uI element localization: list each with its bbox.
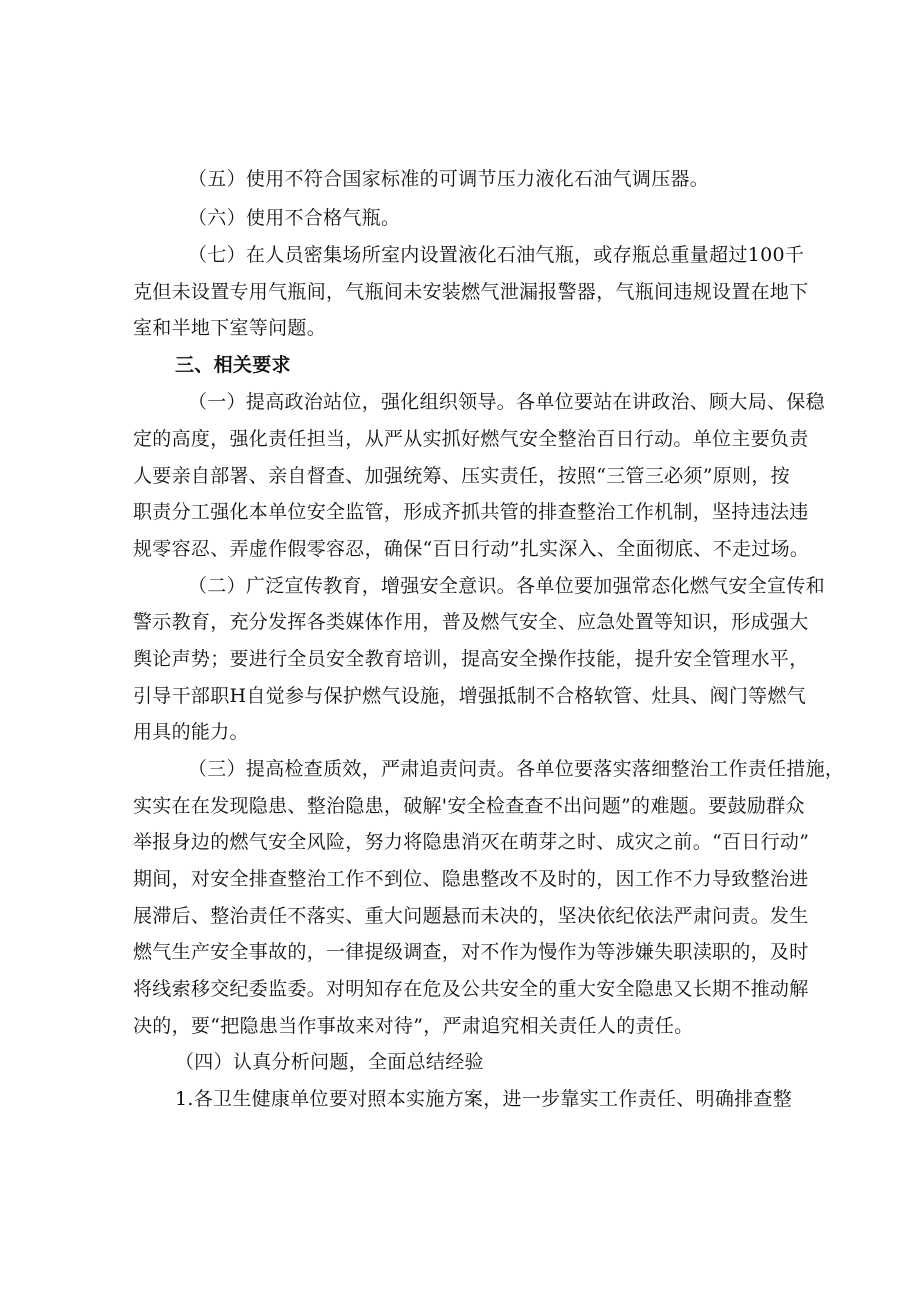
req-three-line-3: 举报身边的燃气安全风险，努力将隐患消灭在萌芽之时、成灾之前。“百日行动” [133,831,810,853]
req-two-line-5: 用具的能力。 [133,721,249,743]
req-one-line-1: （一）提高政治站位，强化组织领导。各单位要站在讲政治、顾大局、保稳 [188,391,825,413]
req-three-line-7: 将线索移交纪委监委。对明知存在危及公共安全的重大安全隐患又长期不推动解 [133,978,809,1000]
section-heading-requirements: 三、相关要求 [175,354,291,376]
req-one-line-3: 人要亲自部署、亲自督查、加强统筹、压实责任，按照“三管三必须”原则，按 [133,465,790,487]
req-two-line-3: 舆论声势；要进行全员安全教育培训，提高安全操作技能，提升安全管理水平， [133,648,809,670]
req-four-item-one: 1.各卫生健康单位要对照本实施方案，进一步靠实工作责任、明确排查整 [175,1088,793,1110]
req-one-line-5: 规零容忍、弄虚作假零容忍，确保“百日行动”扎实深入、全面彻底、不走过场。 [133,538,810,560]
item-seven-line-3: 室和半地下室等问题。 [133,317,327,339]
item-seven-line-1: （七）在人员密集场所室内设置液化石油气瓶，或存瓶总重量超过100千 [188,244,805,266]
req-three-line-2: 实实在在发现隐患、整治隐患，破解'安全检查查不出问题”的难题。要鼓励群众 [133,795,805,817]
req-three-line-6: 燃气生产安全事故的，一律提级调查，对不作为慢作为等涉嫌失职渎职的，及时 [133,941,809,963]
req-two-line-1: （二）广泛宣传教育，增强安全意识。各单位要加强常态化燃气安全宣传和 [188,575,825,597]
req-four-heading: （四）认真分析问题，全面总结经验 [175,1051,484,1073]
item-seven-line-2: 克但未设置专用气瓶间，气瓶间未安装燃气泄漏报警器，气瓶间违规设置在地下 [133,281,809,303]
req-two-line-2: 警示教育，充分发挥各类媒体作用，普及燃气安全、应急处置等知识，形成强大 [133,611,809,633]
req-three-line-5: 展滞后、整治责任不落实、重大问题悬而未决的，坚决依纪依法严肃问责。发生 [133,905,809,927]
item-six: （六）使用不合格气瓶。 [188,207,401,229]
req-two-line-4: 引导干部职H自觉参与保护燃气设施，增强抵制不合格软管、灶具、阀门等燃气 [133,685,807,707]
req-three-line-4: 期间，对安全排查整治工作不到位、隐患整改不及时的，因工作不力导致整治进 [133,868,809,890]
req-one-line-4: 职责分工强化本单位安全监管，形成齐抓共管的排查整治工作机制，坚持违法违 [133,501,809,523]
item-five: （五）使用不符合国家标准的可调节压力液化石油气调压器。 [188,168,710,190]
req-one-line-2: 定的高度，强化责任担当，从严从实抓好燃气安全整治百日行动。单位主要负责 [133,428,809,450]
req-three-line-8: 决的，要“把隐患当作事故来对待”，严肃追究相关责任人的责任。 [133,1015,694,1037]
req-three-line-1: （三）提高检查质效，严肃追责问责。各单位要落实落细整治工作责任措施， [188,758,845,780]
